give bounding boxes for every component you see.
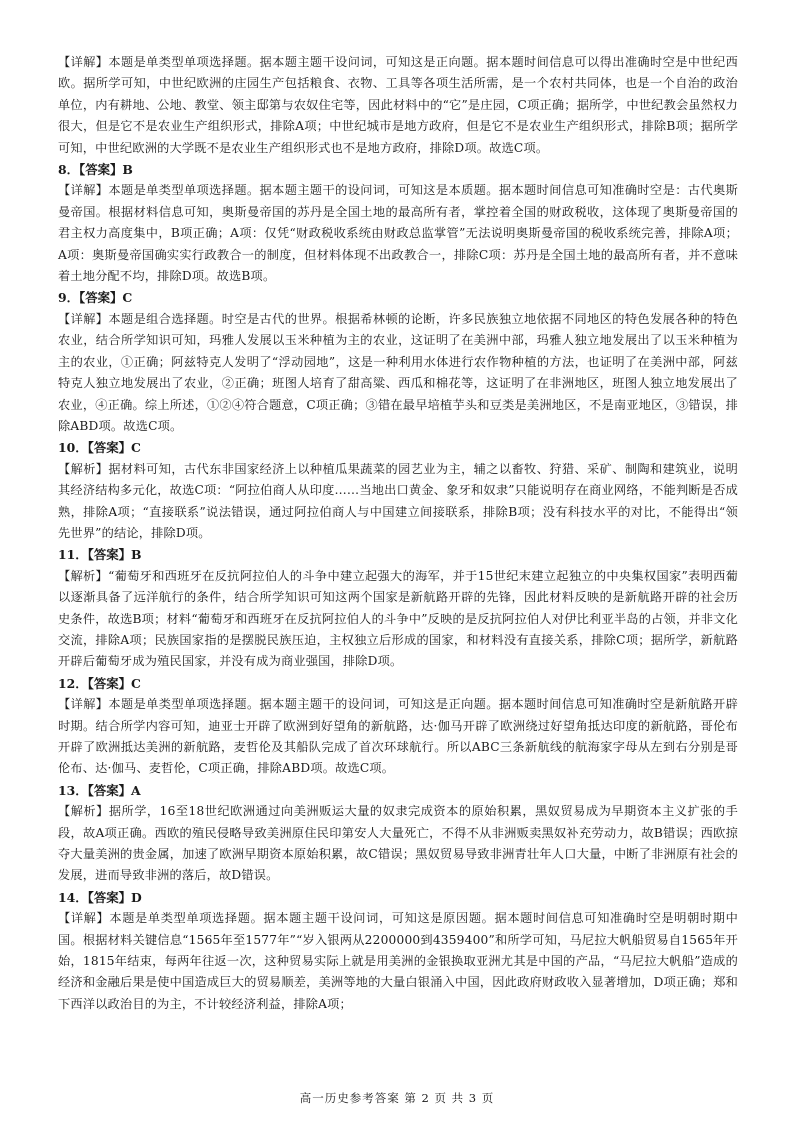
answer-14: 14．【答案】D	[58, 889, 142, 905]
explanation-11: 【解析】“葡萄牙和西班牙在反抗阿拉伯人的斗争中建立起强大的海军，并于15世纪末建立起独立的中央集权国家”表明西葡以逐渐具备了远洋航行的条件，结合所学知识可知这两个国家是新航路开辟的先锋，因此材料反映的是新航路开辟的社会历史条件，故选B项；材料“葡萄牙和西班牙在反抗阿拉伯人的斗争中”反映的是反抗阿拉伯人对伊比利亚半岛的占领，并非文化交流，排除A项；民族国家指的是摆脱民族压迫，主权独立后形成的国家，和材料没有直接关系，排除C项；据所学，新航路开辟后葡萄牙成为殖民国家，并没有成为商业强国，排除D项。	[58, 568, 738, 669]
explanation-10: 【解析】据材料可知，古代东非国家经济上以种植瓜果蔬菜的园艺业为主，辅之以畜牧、狩猎、采矿、制陶和建筑业，说明其经济结构多元化，故选C项：“阿拉伯商人从印度……当地出口黄金、象牙和奴隶”只能说明存在商业网络，不能判断是否成熟，排除A项；“直接联系”说法错误，通过阿拉伯商人与中国建立间接联系，排除B项；没有科技水平的对比，不能得出“领先世界”的结论，排除D项。	[58, 461, 738, 540]
answer-13: 13．【答案】A	[58, 782, 141, 798]
answer-11: 11．【答案】B	[58, 547, 142, 563]
page-footer: 高一历史参考答案 第 2 页 共 3 页	[299, 1091, 495, 1105]
answer-8: 8．【答案】B	[58, 162, 133, 178]
explanation-13: 【解析】据所学，16至18世纪欧洲通过向美洲贩运大量的奴隶完成资本的原始积累，黑奴贸易成为早期资本主义扩张的手段，故A项正确。西欧的殖民侵略导致美洲原住民印第安人大量死亡，不得不从非洲贩卖黑奴补充劳动力，故B错误；西欧掠夺大量美洲的贵金属，加速了欧洲早期资本原始积累，故C错误；黑奴贸易导致非洲青壮年人口大量，中断了非洲原有社会的发展，进而导致非洲的落后，故D错误。	[58, 804, 738, 883]
answer-9: 9．【答案】C	[58, 290, 133, 306]
explanation-8: 【详解】本题是单类型单项选择题。据本题主题干的设问词，可知这是本质题。据本题时间信息可知准确时空是：古代奥斯曼帝国。根据材料信息可知，奥斯曼帝国的苏丹是全国土地的最高所有者，掌控着全国的财政税收，这体现了奥斯曼帝国的君主权力高度集中，B项正确；A项：仅凭“财政税收系统由财政总监掌管”无法说明奥斯曼帝国的税收系统完善，排除A项；A项：奥斯曼帝国确实实行政教合一的制度，但材料体现不出政教合一，排除C项：苏丹是全国土地的最高所有者，并不意味着土地分配不均，排除D项。故选B项。	[58, 183, 738, 284]
explanation-7: 【详解】本题是单类型单项选择题。据本题主题干设问词，可知这是正向题。据本题时间信息可以得出准确时空是中世纪西欧。据所学可知，中世纪欧洲的庄园生产包括粮食、衣物、工具等各项生活所需，是一个农村共同体，也是一个自治的政治单位，内有耕地、公地、教堂、领主邸第与农奴住宅等，因此材料中的“它”是庄园，C项正确；据所学，中世纪教会虽然权力很大，但是它不是农业生产组织形式，排除A项；中世纪城市是地方政府，但是它不是农业生产组织形式，排除B项；据所学可知，中世纪欧洲的大学既不是农业生产组织形式也不是地方政府，排除D项。故选C项。	[58, 55, 738, 155]
explanation-12: 【详解】本题是单类型单项选择题。据本题主题干的设问词，可知这是正向题。据本题时间信息可知准确时空是新航路开辟时期。结合所学内容可知，迪亚士开辟了欧洲到好望角的新航路，达·伽马开辟了欧洲绕过好望角抵达印度的新航路，哥伦布开辟了欧洲抵达美洲的新航路，麦哲伦及其船队完成了首次环球航行。所以ABC三条新航线的航海家字母从左到右分别是哥伦布、达·伽马、麦哲伦，C项正确，排除ABD项。故选C项。	[58, 697, 738, 776]
answer-content	[58, 52, 738, 1015]
answer-12: 12．【答案】C	[58, 675, 141, 691]
explanation-14: 【详解】本题是单类型单项选择题。据本题主题干设问词，可知这是原因题。据本题时间信息可知准确时空是明朝时期中国。根据材料关键信息“1565年至1577年”“岁入银两从2200000到4359400”和所学可知，马尼拉大帆船贸易自1565年开始，1815年结束，每两年往返一次，这种贸易实际上就是用美洲的金银换取亚洲尤其是中国的产品，“马尼拉大帆船”造成的经济和金融后果是使中国造成巨大的贸易顺差，美洲等地的大量白银涌入中国，因此政府财政收入显著增加，D项正确；郑和下西洋以政治目的为主，不计较经济利益，排除A项；	[58, 911, 738, 1011]
explanation-9: 【详解】本题是组合选择题。时空是古代的世界。根据希林顿的论断，许多民族独立地依据不同地区的特色发展各种的特色农业，结合所学知识可知，玛雅人发展以玉米种植为主的农业，这证明了在美洲中部，玛雅人独立地发展出了以玉米种植为主的农业，①正确；阿兹特克人发明了“浮动园地”，这是一种利用水体进行农作物种植的方法，也证明了在美洲中部，阿兹特克人独立地发展出了农业，②正确；班图人培育了甜高粱、西瓜和棉花等，这证明了在非洲地区，班图人独立地发展出了农业，④正确。综上所述，①②④符合题意，C项正确；③错在最早培植芋头和豆类是美洲地区，不是南亚地区，③错误，排除ABD项。故选C项。	[58, 311, 738, 433]
answer-10: 10．【答案】C	[58, 440, 141, 456]
